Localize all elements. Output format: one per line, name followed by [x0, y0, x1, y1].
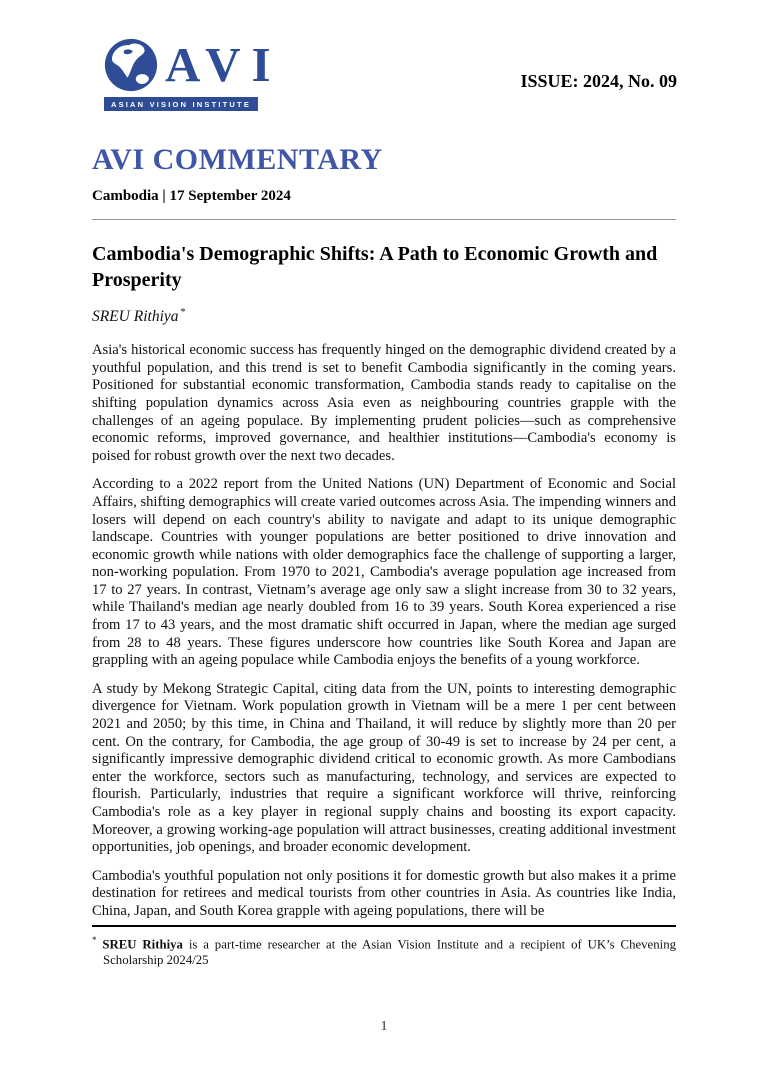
footnote-separator	[92, 925, 676, 927]
globe-icon	[104, 38, 158, 92]
paragraph: Asia's historical economic success has frequently hinged on the demographic dividend created by a youthful population, and this trend is set to benefit Cambodia significantly in the coming years. Positioned for substantial economic transformation, Cambodia stands ready to capitalise on the shifting population dynamics across Asia even as neighbouring countries grapple with the challenges of an ageing populace. By implementing prudent policies—such as comprehensive economic reforms, improved governance, and healthier institutions—Cambodia's economy is poised for robust growth over the next two decades.	[92, 342, 676, 464]
article-title: Cambodia's Demographic Shifts: A Path to Economic Growth and Prosperity	[92, 243, 658, 291]
masthead-title: AVI COMMENTARY	[92, 143, 383, 176]
logo-tagline: ASIAN VISION INSTITUTE	[110, 99, 252, 109]
logo-band	[104, 97, 258, 111]
header-divider	[92, 219, 676, 220]
issue-label: ISSUE: 2024, No. 09	[520, 71, 677, 91]
footnote-text: is a part-time researcher at the Asian Vision Institute and a recipient of UK’s Chevening Scholarship 2024/25	[103, 936, 676, 968]
avi-logo	[104, 38, 282, 111]
author-byline	[92, 307, 676, 326]
paragraph: According to a 2022 report from the United Nations (UN) Department of Economic and Social Affairs, shifting demographics will create varied outcomes across Asia. The impending winners and losers will depend on each country's ability to navigate and adapt to its unique demographic landscape. Countries with younger populations are better positioned to drive innovation and economic growth while nations with older demographics face the challenge of supporting a larger, non-working population. From 1970 to 2021, Cambodia's average population age increased from 17 to 27 years. In contrast, Vietnam’s average age only saw a slight increase from 30 to 32 years, while Thailand's median age nearly doubled from 16 to 39 years. South Korea experienced a rise from 17 to 43 years, and the most dramatic shift occurred in Japan, where the median age surged from 28 to 48 years. These figures underscore how countries like South Korea and Japan are grappling with an ageing populace while Cambodia enjoys the benefits of a young workforce.	[92, 476, 676, 669]
content-column	[92, 143, 676, 969]
avi-logo-row	[104, 38, 282, 92]
footnote-marker: *	[92, 934, 97, 945]
footnote-author-name: SREU Rithiya	[102, 936, 183, 951]
page-number: 1	[380, 1019, 388, 1034]
paragraph: Cambodia's youthful population not only positions it for domestic growth but also makes it a prime destination for retirees and medical tourists from other countries in Asia. As countries like India, China, Japan, and South Korea grapple with ageing populations, there will be	[92, 867, 676, 919]
logo-text: AVI	[165, 37, 282, 92]
author-footnote-mark: *	[180, 307, 186, 318]
footnote	[92, 932, 676, 969]
paragraph: A study by Mekong Strategic Capital, citing data from the UN, points to interesting demographic divergence for Vietnam. Work population growth in Vietnam will be a mere 1 per cent between 2021 and 2050; by this time, in China and Thailand, it will reduce by slightly more than 20 per cent. On the contrary, for Cambodia, the age group of 30-49 is set to increase by 24 per cent, a significantly impressive demographic dividend critical to economic growth. As more Cambodians enter the workforce, sectors such as manufacturing, technology, and services are expected to flourish. Particularly, industries that require a significant workforce will thrive, reinforcing Cambodia's role as a key player in regional supply chains and boosting its export capacity. Moreover, a growing working-age population will attract businesses, creating additional investment opportunities, job openings, and broader economic development.	[92, 680, 676, 856]
author-name: SREU Rithiya	[92, 308, 179, 326]
article-body	[92, 342, 676, 920]
dateline: Cambodia | 17 September 2024	[92, 188, 291, 204]
